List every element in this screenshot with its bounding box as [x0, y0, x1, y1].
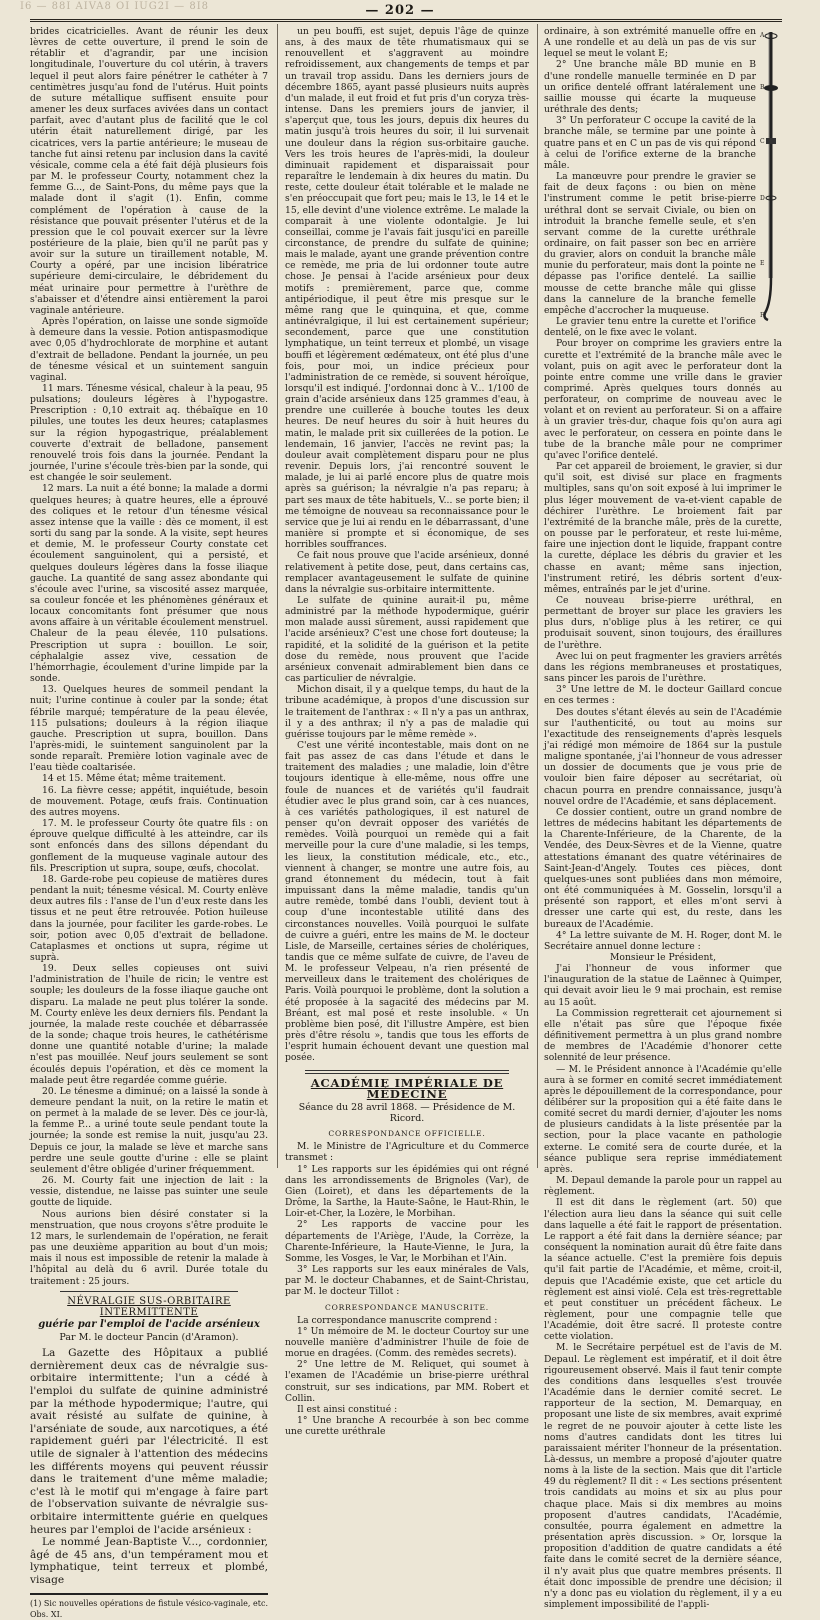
paragraph: 2° Une lettre de M. Reliquet, qui soumet à l'examen de l'Académie un brise-pierre uréthral construit, sur ses indications, par MM. Robert et Collin. [285, 1359, 529, 1404]
article-author: Par M. le docteur Pancin (d'Aramon). [59, 1332, 239, 1344]
article-title: NÉVRALGIE SUS-ORBITAIRE INTERMITTENTE [67, 1295, 231, 1318]
paragraph: La correspondance manuscrite comprend : [297, 1314, 498, 1326]
paragraph: Le nommé Jean-Baptiste V..., cordonnier, âgé de 45 ans, d'un tempérament mou et lymphatique, teint terreux et plombé, visage [30, 1536, 268, 1586]
column-divider-1 [277, 24, 278, 1168]
figure-label: D [760, 195, 765, 202]
paragraph: M. le Secrétaire perpétuel est de l'avis de M. Depaul. Le règlement est impératif, et il doit être rigoureusement observé. Mais il faut tenir compte des conditions dans lesquelles s'est trouvée l'Académie dans le dernier comité secret. Le rapporteur de la section, M. Demarquay, en proposant une liste de six membres, avait exprimé le regret de ne pouvoir ajouter à cette liste les noms d'autres candidats dont les titres lui paraissaient mériter l'honneur de la présentation. Là-dessus, un membre a proposé d'ajouter quatre noms à la liste de la section. Mais que dit l'article 49 du règlement? Il dit : « Les sections présentent trois candidats au moins et six au plus pour chaque place. Mais si dix membres au moins proposent d'autres candidats, l'Académie, consultée, pourra également en admettre la présentation après discussion. » Or, lorsque la proposition d'addition de quatre candidats a été faite dans le comité secret de la dernière séance, il n'y avait plus que quatre membres présents. Il était donc impossible de prendre une décision; il n'y a donc pas eu violation du règlement, il y a eu simplement impossibilité de l'appli- [544, 1342, 782, 1611]
paragraph: La Gazette des Hôpitaux a publié dernièrement deux cas de névralgie sus-orbitaire intermittente; l'un a cédé à l'emploi du sulfate de quinine administré par la méthode hypodermique; l'autre, qui avait résisté au sulfate de quinine, à l'arséniate de soude, aux narcotiques, a été rapidement guéri par l'électricité. Il est utile de signaler à l'attention des médecins les différents moyens qui peuvent réussir dans le traitement d'une même maladie; c'est là le motif qui m'engage à faire part de l'observation suivante de névralgie sus-orbitaire intermittente guérie en quelques heures par l'emploi de l'acide arsénieux : [30, 1347, 268, 1536]
figure-label: C [760, 138, 765, 145]
paragraph: La manœuvre pour prendre le gravier se fait de deux façons : ou bien on mène l'instrument comme le petit brise-pierre uréthral dont se servait Civiale, ou bien on introduit la branche femelle seule, et s'en servant comme de la curette uréthrale ordinaire, on fait passer son bec en arrière du gravier, alors on conduit la branche mâle munie du perforateur, mais dont la pointe ne dépasse pas l'orifice dentelé. La saillie mousse de cette branche mâle qui glisse dans la cannelure de la branche femelle empêche d'accrocher la muqueuse. [544, 171, 756, 316]
bleed-through-text: I6 — 88I AIVA8 OI IUG2I — 8I8 [20, 1, 210, 12]
paragraph: 17. M. le professeur Courty ôte quatre fils : on éprouve quelque difficulté à les atteindre, car ils sont enfoncés dans des sillons dépendant du gonflement de la muqueuse vaginale autour des fils. Prescription ut supra, soupe, œufs, chocolat. [30, 818, 268, 874]
paragraph: M. Depaul demande la parole pour un rappel au règlement. [544, 1175, 782, 1198]
paragraph: Nous aurions bien désiré constater si la menstruation, que nous croyons s'être produite le 12 mars, le surlendemain de l'opération, ne ferait pas une deuxième apparition au bout d'un mois; mais il nous est impossible de retenir la malade à l'hôpital au delà du 6 avril. Durée totale du traitement : 25 jours. [30, 1208, 268, 1287]
paragraph: Des doutes s'étant élevés au sein de l'Académie sur l'authenticité, ou tout au moins sur l'exactitude des renseignements d'après lesquels j'ai rédigé mon mémoire de 1864 sur la pustule maligne spontanée, j'ai l'honneur de vous adresser un dossier de documents que je vous prie de vouloir bien faire déposer au secrétariat, où chacun pourra en prendre connaissance, jusqu'à nouvel ordre de l'Académie, et sans déplacement. [544, 706, 782, 807]
session-line: Séance du 28 avril 1868. — Présidence de M. Ricord. [298, 1101, 516, 1124]
paragraph: 3° Un perforateur C occupe la cavité de la branche mâle, se termine par une pointe à quatre pans et en C un pas de vis qui répond à celui de l'orifice externe de la branche mâle. [544, 115, 756, 171]
page-number: — 202 — [365, 3, 435, 18]
paragraph: 3° Les rapports sur les eaux minérales de Vals, par M. le docteur Chabannes, et de Saint-Christau, par M. le docteur Tillot : [285, 1264, 529, 1298]
paragraph: Après l'opération, on laisse une sonde sigmoïde à demeure dans la vessie. Potion antispasmodique avec 0,05 d'hydrochlorate de morphine et autant d'extrait de belladone. Pendant la journée, un peu de ténesme vésical et un suintement sanguin vaginal. [30, 316, 268, 383]
paragraph: — M. le Président annonce à l'Académie qu'elle aura à se former en comité secret immédiatement après le dépouillement de la correspondance, pour délibérer sur la proposition qui a été faite dans le comité secret du mardi dernier, d'ajouter les noms de plusieurs candidats à la liste présentée par la section, pour la place vacante en pathologie externe. Le comité sera de courte durée, et la séance publique sera reprise immédiatement après. [544, 1063, 782, 1175]
paragraph: 2° Les rapports de vaccine pour les départements de l'Ariège, l'Aude, la Corrèze, la Charente-Inférieure, la Haute-Vienne, le Jura, la Somme, les Vosges, le Var, le Morbihan et l'Ain. [285, 1219, 529, 1264]
paragraph: Il est dit dans le règlement (art. 50) que l'élection aura lieu dans la séance qui suit celle dans laquelle a été fait le rapport de présentation. Le rapport a été fait dans la dernière séance; par conséquent la nomination aurait dû être faite dans la séance actuelle. C'est la première fois depuis qu'il fait partie de l'Académie, et même, croit-il, depuis que l'Académie existe, que cet article du règlement est ainsi violé. Cela est très-regrettable et peut constituer un précédent fâcheux. Le règlement, pour une compagnie telle que l'Académie, doit être sacré. Il proteste contre cette violation. [544, 1197, 782, 1343]
column-1 [30, 26, 268, 1619]
official-correspondence [285, 1141, 529, 1297]
paragraph: 1° Une branche A recourbée à son bec comme une curette uréthrale [285, 1415, 529, 1438]
paragraph: brides cicatricielles. Avant de réunir les deux lèvres de cette ouverture, il prend le soin de rétablir et d'agrandir, par une incision longitudinale, l'ouverture du col utérin, à travers lequel il peut alors faire pénétrer le cathéter à 7 centimètres jusqu'au fond de l'utérus. Huit points de suture métallique suffisent ensuite pour amener les deux surfaces avivées dans un contact parfait, avec d'autant plus de facilité que le col utérin était naturellement dirigé, par les cicatrices, vers la partie antérieure; le museau de tanche fut ainsi retenu par inclusion dans la cavité vésicale, comme cela a été fait déjà plusieurs fois par M. le professeur Courty, notamment chez la femme G..., de Saint-Pons, du même pays que la malade dont il s'agit (1). Enfin, comme complément de l'opération à cause de la résistance que pouvait présenter l'utérus et de la pression que le col pouvait exercer sur la lèvre postérieure de la plaie, bien qu'il ne parût pas y avoir sur la suture un tiraillement notable, M. Courty a opéré, par une incision libératrice supérieure demi-circulaire, le débridement du méat urinaire pour permettre à l'urèthre de s'abaisser et d'étendre ainsi entièrement la paroi vaginale antérieure. [30, 26, 268, 316]
paragraph: Michon disait, il y a quelque temps, du haut de la tribune académique, à propos d'une discussion sur le traitement de l'anthrax : « Il n'y a pas un anthrax, il y a des anthrax; il n'y a pas de maladie qui guérisse toujours par le même remède ». [285, 684, 530, 740]
paragraph: Avec lui on peut fragmenter les graviers arrêtés dans les régions membraneuses et prostatiques, sans pincer les parois de l'urèthre. [544, 650, 782, 685]
brise-pierre-illustration [760, 28, 782, 323]
paragraph: 3° Une lettre de M. le docteur Gaillard concue en ces termes : [544, 684, 782, 707]
paragraph: 26. M. Courty fait une injection de lait : la vessie, distendue, ne laisse pas suinter une seule goutte de liquide. [30, 1175, 268, 1209]
paragraph: 1° Les rapports sur les épidémies qui ont régné dans les arrondissements de Brignoles (Var), de Gien (Loiret), et dans les départements de la Drôme, la Sarthe, la Haute-Saône, le Haut-Rhin, le Loir-et-Cher, la Lozère, le Morbihan. [285, 1163, 529, 1220]
paragraph: 2° Une branche mâle BD munie en B d'une rondelle manuelle terminée en D par un orifice dentelé offrant latéralement une saillie mousse qui écarte la muqueuse uréthrale des dents; [544, 59, 756, 116]
paragraph: 13. Quelques heures de sommeil pendant la nuit; l'urine continue à couler par la sonde; état fébrile marqué; température de la peau élevée, 115 pulsations; douleurs à la région iliaque gauche. Prescription ut supra, bouillon. Dans l'après-midi, le suintement sanguinolent par la sonde reparaît. Première lotion vaginale avec de l'eau tiède coaltarisée. [30, 684, 268, 774]
manuscript-correspondence [285, 1315, 529, 1438]
paragraph: 4° La lettre suivante de M. H. Roger, dont M. le Secrétaire annuel donne lecture : [544, 929, 782, 952]
paragraph: Ce nouveau brise-pierre uréthral, en permettant de broyer sur place les graviers les plus durs, n'oblige plus à les retirer, ce qui produisait souvent, sinon toujours, des éraillures de l'urèthre. [544, 594, 782, 651]
column-2 [285, 26, 530, 1438]
paragraph: Le sulfate de quinine aurait-il pu, même administré par la méthode hypodermique, guérir mon malade aussi sûrement, aussi rapidement que l'acide arsénieux? C'est une chose fort douteuse; la rapidité, et la solidité de la guérison et la petite dose du remède, nous prouvent que l'acide arsénieux convenait admirablement bien dans ce cas particulier de névralgie. [285, 594, 529, 685]
paragraph: M. le Ministre de l'Agriculture et du Commerce transmet : [285, 1141, 529, 1164]
column-3 [544, 26, 782, 1611]
article-continuation [285, 26, 529, 1064]
official-correspondence-heading: CORRESPONDANCE OFFICIELLE. [328, 1129, 486, 1139]
article-subtitle: guérie par l'emploi de l'acide arsénieux [38, 1318, 260, 1330]
paragraph: Il est ainsi constitué : [297, 1403, 398, 1415]
figure-label: E [760, 260, 765, 267]
paragraph: Ce dossier contient, outre un grand nombre de lettres de médecins habitant les départements de la Charente-Inférieure, de la Charente, de la Vendée, des Deux-Sèvres et de la Vienne, quatre attestations émanant des quatre vétérinaires de Saint-Jean-d'Angely. Toutes ces pièces, dont quelques-unes sont publiées dans mon mémoire, ont été communiquées à M. Gosselin, lorsqu'il a présenté son rapport, et elles m'ont servi à dresser une carte qui est, du reste, dans les bureaux de l'Académie. [544, 806, 782, 930]
paragraph: un peu bouffi, est sujet, depuis l'âge de quinze ans, à des maux de tête rhumatismaux qui se renouvellent et s'aggravent au moindre refroidissement, aux changements de temps et par un travail trop assidu. Dans les derniers jours de décembre 1865, ayant passé plusieurs nuits auprès d'un malade, il eut froid et fut pris d'un coryza très-intense. Dans les premiers jours de janvier, il s'aperçut que, tous les jours, depuis dix heures du matin jusqu'à trois heures du soir, il lui survenait une douleur dans la région sus-orbitaire gauche. Vers les trois heures de l'après-midi, la douleur diminuait rapidement et disparaissait pour reparaître le lendemain à dix heures du matin. Du reste, cette douleur était tolérable et le malade ne s'en préoccupait que fort peu; mais le 13, le 14 et le 15, elle devint d'une violence extrême. Le malade la comparait à une violente odontalgie. Je lui conseillai, comme je l'avais fait jusqu'ici en pareille circonstance, de prendre du sulfate de quinine; mais le malade, ayant une grande prévention contre ce remède, me pria de lui ordonner toute autre chose. Je pensai à l'acide arsénieux pour deux motifs : premièrement, parce que, comme antipériodique, il peut être mis presque sur le même rang que le quinquina, et que, comme antinévralgique, il lui est certainement supérieur; secondement, parce que une constitution lymphatique, un teint terreux et plombé, un visage bouffi et légèrement œdémateux, ont été plus d'une fois, pour moi, un indice précieux pour l'administration de ce remède, si souvent héroïque, lorsqu'il est indiqué. J'ordonnai donc à V... 1/100 de grain d'acide arsénieux dans 125 grammes d'eau, à prendre une cuillerée à bouche toutes les deux heures. De neuf heures du soir à huit heures du matin, le malade prit six cuillerées de la potion. Le lendemain, 16 janvier, l'accès ne revint pas; la douleur avait complètement disparu pour ne plus revenir. Depuis lors, j'ai rencontré souvent le malade, je lui ai parlé encore plus de quatre mois après sa guérison; la névralgie n'a pas reparu; à part ses maux de tête habituels, V... se porte bien; il me témoigne de nouveau sa reconnaissance pour le service que je lui ai rendu en le débarrassant, d'une manière si prompte et si économique, de ses horribles souffrances. [285, 26, 529, 551]
paragraph: 20. Le ténesme a diminué; on a laissé la sonde à demeure pendant la nuit, on la retire le matin et on permet à la malade de se lever. Dès ce jour-là, la femme P... a uriné toute seule pendant toute la journée; la sonde est remise la nuit, jusqu'au 23. Depuis ce jour, la malade se lève et marche sans perdre une seule goutte d'urine : elle se plaint seulement d'être obligée d'uriner fréquemment. [30, 1085, 268, 1175]
paragraph: 11 mars. Ténesme vésical, chaleur à la peau, 95 pulsations; douleurs légères à l'hypogastre. Prescription : 0,10 extrait aq. thébaïque en 10 pilules, une toutes les deux heures; cataplasmes sur la région hypogastrique, préalablement couverte d'extrait de belladone, pansement renouvelé trois fois dans la journée. Pendant la journée, l'urine s'écoule très-bien par la sonde, qui est changée le soir seulement. [30, 383, 268, 484]
manuscript-correspondence-heading: CORRESPONDANCE MANUSCRITE. [324, 1302, 490, 1312]
paragraph: Le gravier tenu entre la curette et l'orifice dentelé, on le fixe avec le volant. [544, 316, 756, 339]
academy-report-text [544, 26, 782, 1610]
paragraph: 12 mars. La nuit a été bonne; la malade a dormi quelques heures; à quatre heures, elle a éprouvé des coliques et le retour d'un ténesme vésical assez intense que la vaille : dès ce moment, il est sorti du sang par la sonde. A la visite, sept heures et demie, M. le professeur Courty constate cet écoulement sanguinolent, qui a persisté, et quelques douleurs légères dans la fosse iliaque gauche. La quantité de sang assez abondante qui s'écoule avec l'urine, sa viscosité assez marquée, sa couleur foncée et les phénomènes généraux et locaux concomitants font présumer que nous avons affaire à un véritable écoulement menstruel. Chaleur de la peau élevée, 110 pulsations. Prescription ut supra : bouillon. Le soir, céphalalgie assez vive, cessation de l'hémorrhagie, écoulement d'urine limpide par la sonde. [30, 483, 268, 685]
instrument-drawing [760, 28, 782, 323]
academy-rule [305, 1070, 509, 1071]
footnote-rule [30, 1593, 268, 1595]
figure-label: B [760, 84, 765, 91]
figure-label: F [760, 312, 765, 319]
paragraph: La Commission regretterait cet ajournement si elle n'était pas sûre que l'époque fixée définitivement permettra à un plus grand nombre de membres de l'Académie d'honorer cette solennité de leur présence. [544, 1007, 782, 1064]
footnote: (1) Sic nouvelles opérations de fistule vésico-vaginale, etc. Obs. XI. [30, 1598, 268, 1619]
paragraph: 16. La fièvre cesse; appétit, inquiétude, besoin de mouvement. Potage, œufs frais. Continuation des autres moyens. [30, 784, 268, 818]
paragraph: Monsieur le Président, [610, 951, 716, 963]
column-divider-2 [537, 24, 538, 1168]
academy-rule-2 [305, 1073, 509, 1074]
section-rule [60, 1291, 238, 1292]
top-rule [30, 19, 782, 22]
figure-label: A [760, 32, 765, 39]
paragraph: ordinaire, à son extrémité manuelle offre en A une rondelle et au delà un pas de vis sur lequel se meut le volant E; [544, 26, 756, 60]
paragraph: 14 et 15. Même état; même traitement. [42, 773, 226, 785]
paragraph: 18. Garde-robe peu copieuse de matières dures pendant la nuit; ténesme vésical. M. Courty enlève deux autres fils : l'anse de l'un d'eux reste dans les tissus et ne peut être retrouvée. Potion huileuse dans la journée, pour faciliter les garde-robes. Le soir, potion avec 0,05 d'extrait de belladone. Cataplasmes et onctions ut supra, régime ut suprà. [30, 873, 268, 963]
paragraph: 1° Un mémoire de M. le docteur Courtoy sur une nouvelle manière d'administrer l'huile de foie de morue en dragées. (Comm. des remèdes secrets). [285, 1325, 529, 1360]
paragraph: Pour broyer on comprime les graviers entre la curette et l'extrémité de la branche mâle avec le volant, puis on agit avec le perforateur dont la pointe entre comme une vrille dans le gravier comprimé. Après quelques tours donnés au perforateur, on comprime de nouveau avec le volant et on revient au perforateur. Si on a affaire à un gravier très-dur, chaque fois qu'on aura agi avec le perforateur, on cessera en pointe dans le tube de la branche mâle pour ne comprimer qu'avec l'orifice dentelé. [544, 338, 782, 461]
paragraph: J'ai l'honneur de vous informer que l'inauguration de la statue de Laënnec à Quimper, qui devait avoir lieu le 9 mai prochain, est remise au 15 août. [544, 963, 782, 1008]
article-lead [30, 1347, 268, 1586]
paragraph: C'est une vérité incontestable, mais dont on ne fait pas assez de cas dans l'étude et dans le traitement des maladies ; une maladie, loin d'être toujours identique à elle-même, nous offre une foule de nuances et de variétés qu'il faudrait étudier avec le plus grand soin, car à ces nuances, à ces variétés pathologiques, il est naturel de penser qu'on devrait opposer des variétés de remèdes. Voilà pourquoi un remède qui a fait merveille pour la cure d'une maladie, si les temps, les lieux, la constitution médicale, etc., etc., viennent à changer, se montre une autre fois, au grand étonnement du médecin, tout à fait impuissant dans la même maladie, tandis qu'un autre remède, tombé dans l'oubli, devient tout à coup d'une incontestable utilité dans des circonstances nouvelles. Voilà pourquoi le sulfate de cuivre a guéri, entre les mains de M. le docteur Lisle, de Marseille, certaines séries de cholériques, tandis que ce même sulfate de cuivre, de l'aveu de M. le professeur Velpeau, n'a rien présenté de merveilleux dans le traitement des cholériques de Paris. Voilà pourquoi le problème, dont la solution a été proposée à la sagacité des médecins par M. Bréant, est mal posé et reste insoluble. « Un problème bien posé, dit l'illustre Ampère, est bien près d'être résolu », tandis que tous les efforts de l'esprit humain échouent devant une question mal posée. [285, 740, 529, 1064]
paragraph: Par cet appareil de broiement, le gravier, si dur qu'il soit, est divisé sur place en fragments multiples, sans qu'on soit exposé à lui imprimer le plus léger mouvement de va-et-vient capable de déchirer l'urèthre. Le broiement fait par l'extrémité de la branche mâle, près de la curette, on pousse par le perforateur, et reste lui-même, faire une injection dont le liquide, frappant contre la curette, déplace les débris du gravier et les chasse en avant; même sans injection, l'instrument retiré, les débris sortent d'eux-mêmes, entraînés par le jet d'urine. [544, 461, 782, 595]
paragraph: Ce fait nous prouve que l'acide arsénieux, donné relativement à petite dose, peut, dans certains cas, remplacer avantageusement le sulfate de quinine dans la névralgie sus-orbitaire intermittente. [285, 550, 529, 595]
observation-text [30, 26, 268, 1287]
academy-heading: ACADÉMIE IMPÉRIALE DE MÉDECINE [310, 1075, 504, 1101]
paragraph: 19. Deux selles copieuses ont suivi l'administration de l'huile de ricin; le ventre est souple; les douleurs de la fosse iliaque gauche ont disparu. La malade ne peut plus tolérer la sonde. M. Courty enlève les deux derniers fils. Pendant la journée, la malade reste couchée et débarrassée de la sonde; chaque trois heures, le cathétérisme donne une quantité notable d'urine; la malade n'est pas mouillée. Neuf jours seulement se sont écoulés depuis l'opération, et dès ce moment la malade peut être regardée comme guérie. [30, 963, 268, 1086]
